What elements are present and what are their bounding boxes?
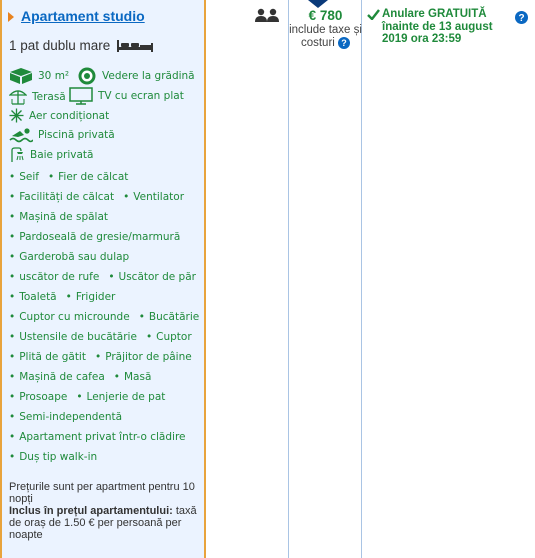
amenity-line: • Apartament privat într-o clădire — [9, 431, 186, 443]
amenity-item: Pardoseală de gresie/marmură — [19, 231, 181, 243]
amenity-line: • Seif • Fier de călcat — [9, 171, 129, 183]
bathroom-facility — [9, 147, 93, 163]
amenity-line: • Pardoseală de gresie/marmură — [9, 231, 181, 243]
room-title-row[interactable] — [8, 8, 145, 24]
amenity-item: Uscător de păr — [118, 271, 196, 283]
garden-view-facility — [77, 67, 195, 85]
amenity-line: • Ustensile de bucătărie • Cuptor — [9, 331, 192, 343]
amenity-item: Duș tip walk-in — [19, 451, 98, 463]
eye-icon — [77, 67, 97, 85]
tv-label: TV cu ecran plat — [98, 90, 184, 102]
price-note — [9, 481, 205, 541]
amenity-item: Toaletă — [19, 291, 57, 303]
included-text: taxă de oraș de 1.50 € per persoană per noapte — [9, 505, 197, 541]
amenity-item: Masă — [123, 371, 152, 383]
amenity-line: • Plită de gătit • Prăjitor de pâine — [9, 351, 192, 363]
bed-info — [9, 38, 154, 53]
amenity-item: Frigider — [75, 291, 116, 303]
price-note-nights: Prețurile sunt per apartment pentru 10 nopți — [9, 481, 195, 505]
price-cell — [289, 0, 362, 558]
svg-text:?: ? — [518, 13, 525, 24]
expand-triangle-icon[interactable] — [8, 12, 14, 22]
guests-cell — [206, 0, 289, 558]
amenity-item: Bucătărie — [148, 311, 200, 323]
snowflake-icon — [9, 108, 24, 123]
amenity-item: uscător de rufe — [19, 271, 100, 283]
amenity-item: Ventilator — [133, 191, 185, 203]
room-info-cell — [0, 0, 206, 558]
question-icon[interactable] — [515, 11, 528, 24]
room-title-link[interactable]: Apartament studio — [21, 8, 145, 24]
amenity-item: Facilități de călcat — [19, 191, 115, 203]
amenity-item: Cuptor — [156, 331, 192, 343]
cube-icon — [9, 67, 33, 85]
ac-facility — [9, 108, 109, 123]
amenity-item: Semi-independentă — [19, 411, 123, 423]
amenity-item: Seif — [19, 171, 39, 183]
amenity-item: Mașină de spălat — [19, 211, 109, 223]
amenity-line: • Cuptor cu microunde • Bucătărie — [9, 311, 200, 323]
double-bed-icon — [116, 39, 154, 53]
price-marker-icon — [308, 0, 328, 8]
size-facility — [9, 67, 69, 85]
amenity-item: Apartament privat într-o clădire — [19, 431, 186, 443]
amenity-item: Lenjerie de pat — [86, 391, 166, 403]
price-note-included — [9, 505, 205, 541]
amenity-line: • Mașină de cafea • Masă — [9, 371, 152, 383]
amenity-line: • Duș tip walk-in — [9, 451, 98, 463]
pool-label: Piscină privată — [38, 129, 115, 141]
bathroom-label: Baie privată — [30, 149, 94, 161]
amenity-item: Fier de călcat — [58, 171, 129, 183]
price-taxes-note — [289, 24, 362, 50]
tv-icon — [69, 87, 93, 105]
check-icon — [367, 9, 380, 20]
conditions-cell — [362, 0, 535, 558]
amenity-line: • Prosoape • Lenjerie de pat — [9, 391, 166, 403]
umbrella-icon — [9, 88, 27, 106]
amenity-line: • uscător de rufe • Uscător de păr — [9, 271, 196, 283]
amenity-line: • Toaletă • Frigider — [9, 291, 116, 303]
free-cancellation-text: Anulare GRATUITĂ înainte de 13 august 2019 ora 23:59 — [382, 8, 493, 45]
included-label: Inclus în prețul apartamentului: — [9, 505, 173, 517]
price-taxes-text: include taxe și costuri — [289, 24, 362, 50]
amenity-item: Prăjitor de pâine — [105, 351, 192, 363]
terrace-label: Terasă — [32, 91, 66, 103]
garden-view-label: Vedere la grădină — [102, 70, 195, 82]
amenity-item: Mașină de cafea — [19, 371, 105, 383]
amenity-line: • Facilități de călcat • Ventilator — [9, 191, 185, 203]
question-icon[interactable]: ? — [338, 37, 350, 49]
terrace-facility — [9, 88, 66, 106]
size-label: 30 m² — [38, 70, 70, 82]
amenity-item: Cuptor cu microunde — [19, 311, 130, 323]
tv-facility — [69, 87, 184, 105]
amenity-line: • Mașină de spălat — [9, 211, 109, 223]
ac-label: Aer condiționat — [29, 109, 110, 122]
amenity-item: Plită de gătit — [19, 351, 86, 363]
amenity-item: Ustensile de bucătărie — [19, 331, 137, 343]
pool-facility — [9, 127, 115, 143]
amenity-line: • Semi-independentă — [9, 411, 123, 423]
price-value: € 780 — [308, 8, 343, 23]
amenity-line: • Garderobă sau dulap — [9, 251, 130, 263]
amenity-item: Garderobă sau dulap — [19, 251, 130, 263]
two-persons-icon — [254, 8, 280, 22]
shower-icon — [9, 147, 25, 163]
amenity-item: Prosoape — [19, 391, 68, 403]
swimmer-icon — [9, 127, 33, 143]
bed-label: 1 pat dublu mare — [9, 38, 111, 53]
